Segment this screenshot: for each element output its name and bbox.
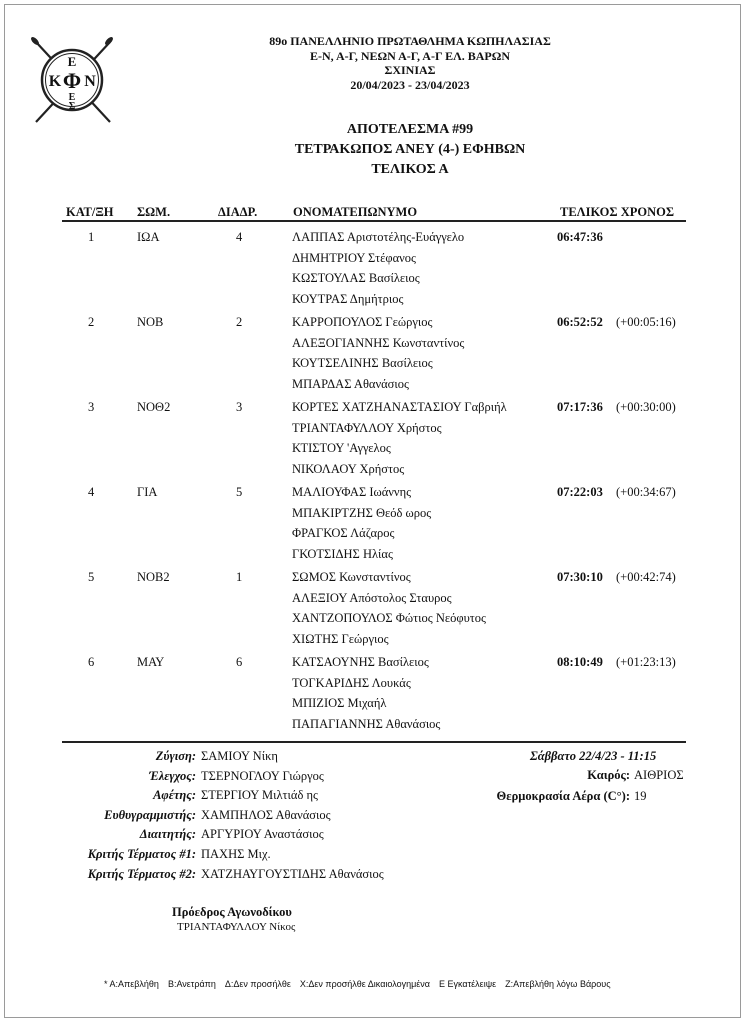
crew-member-name: ΣΩΜΟΣ Κωνσταντίνος <box>292 570 411 584</box>
row-lane: 1 <box>236 570 243 584</box>
crew-member-name: ΤΡΙΑΝΤΑΦΥΛΛΟΥ Χρήστος <box>292 420 442 435</box>
crew-member-name: ΜΠΑΡΔΑΣ Αθανάσιος <box>292 376 409 391</box>
legend-item: Ζ:Απεβλήθη λόγω Βάρους <box>505 979 611 989</box>
col-header-name: ΟΝΟΜΑΤΕΠΩΝΥΜΟ <box>293 205 418 219</box>
crew-member-name: ΔΗΜΗΤΡΙΟΥ Στέφανος <box>292 250 416 265</box>
president-name: ΤΡΙΑΝΤΑΦΥΛΛΟΥ Νίκος <box>177 921 296 933</box>
official-name: ΣΤΕΡΓΙΟΥ Μιλτιάδ ης <box>201 788 318 803</box>
crew-member-name: ΝΙΚΟΛΑΟΥ Χρήστος <box>292 461 405 476</box>
col-header-rank: ΚΑΤ/ΞΗ <box>66 205 114 219</box>
official-role-label: Έλεγχος: <box>149 768 196 783</box>
row-crew-names <box>292 227 464 309</box>
crew-member-name: ΠΑΠΑΓΙΑΝΝΗΣ Αθανάσιος <box>292 716 441 731</box>
row-time: 07:17:36 <box>557 400 603 414</box>
final-name: ΤΕΛΙΚΟΣ Α <box>371 162 449 177</box>
legend-item: * Α:Απεβλήθη <box>104 979 159 989</box>
weather-value: ΑΙΘΡΙΟΣ <box>634 768 684 782</box>
header-line-1: 89ο ΠΑΝΕΛΛΗΝΙΟ ΠΡΩΤΑΘΛΗΜΑ ΚΩΠΗΛΑΣΙΑΣ <box>269 34 551 48</box>
row-lane: 5 <box>236 485 243 499</box>
crew-member-name: ΓΚΟΤΣΙΔΗΣ Ηλίας <box>292 546 393 561</box>
logo-letter: Ν <box>84 73 96 90</box>
legend-item: Δ:Δεν προσήλθε <box>224 979 291 989</box>
row-club: ΙΩΑ <box>137 230 160 244</box>
row-lane: 3 <box>236 400 243 414</box>
crew-member-name: ΚΟΥΤΡΑΣ Δημήτριος <box>292 291 404 306</box>
crew-member-name: ΑΛΕΞΟΓΙΑΝΝΗΣ Κωνσταντίνος <box>292 335 465 350</box>
row-time-diff: (+00:30:00) <box>616 400 676 414</box>
legend-item: Β:Ανετράπη <box>167 979 216 989</box>
row-time-diff: (+00:05:16) <box>616 315 676 329</box>
header-line-2: Ε-Ν, Α-Γ, ΝΕΩΝ Α-Γ, Α-Γ ΕΛ. ΒΑΡΩΝ <box>309 48 511 63</box>
president-label: Πρόεδρος Αγωνοδίκου <box>172 905 292 919</box>
row-crew-names <box>292 312 464 394</box>
header-line-4: 20/04/2023 - 23/04/2023 <box>350 77 470 92</box>
crew-member-name: ΚΑΤΣΑΟΥΝΗΣ Βασίλειος <box>292 655 429 669</box>
row-time: 08:10:49 <box>557 655 603 669</box>
row-club: ΝΟΘ2 <box>137 400 171 414</box>
row-rank: 1 <box>88 230 95 244</box>
official-name: ΧΑΤΖΗΑΥΓΟΥΣΤΙΔΗΣ Αθανάσιος <box>201 866 384 881</box>
legend-item: Ε Εγκατέλειψε <box>439 979 497 989</box>
crew-member-name: ΚΟΡΤΕΣ ΧΑΤΖΗΑΝΑΣΤΑΣΙΟΥ Γαβριήλ <box>292 400 507 414</box>
crew-member-name: ΚΩΣΤΟΥΛΑΣ Βασίλειος <box>292 271 420 285</box>
footer-divider <box>62 741 686 743</box>
row-lane: 4 <box>236 230 243 244</box>
federation-logo <box>30 36 114 126</box>
row-time: 06:47:36 <box>557 230 603 244</box>
crew-member-name: ΧΙΩΤΗΣ Γεώργιος <box>292 631 389 646</box>
row-rank: 4 <box>88 485 95 499</box>
row-crew-names <box>292 482 431 564</box>
official-name: ΧΑΜΠΗΛΟΣ Αθανάσιος <box>201 807 331 822</box>
race-date: Σάββατο 22/4/23 - 11:15 <box>530 749 657 763</box>
row-crew-names <box>292 397 507 479</box>
row-time: 07:22:03 <box>557 485 603 499</box>
official-name: ΑΡΓΥΡΙΟΥ Αναστάσιος <box>201 827 324 842</box>
row-rank: 3 <box>88 400 95 414</box>
crew-member-name: ΛΑΠΠΑΣ Αριστοτέλης-Ευάγγελο <box>292 230 465 244</box>
row-crew-names <box>292 567 486 649</box>
logo-letter: Φ <box>62 68 82 93</box>
header-line-3: ΣΧΙΝΙΑΣ <box>384 63 436 77</box>
official-name: ΣΑΜΙΟΥ Νίκη <box>201 749 278 763</box>
logo-letter: Ε <box>68 92 76 103</box>
championship-header <box>200 34 620 92</box>
event-name: ΤΕΤΡΑΚΩΠΟΣ ΑΝΕΥ (4-) ΕΦΗΒΩΝ <box>294 142 526 157</box>
temperature-value: 19 <box>634 789 647 803</box>
col-header-lane: ΔΙΑΔΡ. <box>218 205 258 219</box>
crew-member-name: ΜΠΙΖΙΟΣ Μιχαήλ <box>292 696 387 710</box>
official-role-label: Ευθυγραμμιστής: <box>104 807 196 822</box>
official-role-label: Κριτής Τέρματος #2: <box>87 866 196 881</box>
row-club: ΝΟΒ <box>137 315 164 329</box>
col-header-club: ΣΩΜ. <box>137 205 171 219</box>
crew-member-name: ΑΛΕΞΙΟΥ Απόστολος Σταυρος <box>292 590 452 605</box>
official-name: ΤΣΕΡΝΟΓΛΟΥ Γιώργος <box>201 768 324 783</box>
row-rank: 6 <box>88 655 95 669</box>
crew-member-name: ΜΠΑΚΙΡΤΖΗΣ Θεόδ ωρος <box>292 505 432 520</box>
row-time-diff: (+00:42:74) <box>616 570 676 584</box>
row-time-diff: (+01:23:13) <box>616 655 676 669</box>
result-title <box>200 120 620 180</box>
crew-member-name: ΚΤΙΣΤΟΥ 'Αγγελος <box>292 441 391 455</box>
status-legend <box>104 979 620 989</box>
official-role-label: Ζύγιση: <box>155 749 196 763</box>
row-rank: 5 <box>88 570 95 584</box>
row-club: ΓΙΑ <box>137 485 158 499</box>
legend-item: Χ:Δεν προσήλθε Δικαιολογημένα <box>299 979 431 989</box>
row-lane: 2 <box>236 315 243 329</box>
row-time-diff: (+00:34:67) <box>616 485 676 499</box>
crew-member-name: ΦΡΑΓΚΟΣ Λάζαρος <box>292 526 395 540</box>
official-role-label: Αφέτης: <box>153 788 196 803</box>
crew-member-name: ΚΟΥΤΣΕΛΙΝΗΣ Βασίλειος <box>292 356 433 370</box>
logo-letter: Σ <box>68 101 76 112</box>
col-header-time: ΤΕΛΙΚΟΣ ΧΡΟΝΟΣ <box>560 205 675 219</box>
crew-member-name: ΧΑΝΤΖΟΠΟΥΛΟΣ Φώτιος Νεόφυτος <box>292 611 486 625</box>
logo-letter: Κ <box>48 73 62 90</box>
row-lane: 6 <box>236 655 243 669</box>
row-club: ΜΑΥ <box>137 655 165 669</box>
row-time: 07:30:10 <box>557 570 603 584</box>
logo-letter: Ε <box>67 54 77 69</box>
weather-label: Καιρός: <box>587 768 630 782</box>
official-name: ΠΑΧΗΣ Μιχ. <box>201 847 271 861</box>
official-role-label: Κριτής Τέρματος #1: <box>87 847 196 861</box>
crew-member-name: ΜΑΛΙΟΥΦΑΣ Ιωάννης <box>292 485 412 499</box>
row-club: ΝΟΒ2 <box>137 570 170 584</box>
row-crew-names <box>292 652 440 734</box>
crew-member-name: ΤΟΓΚΑΡΙΔΗΣ Λουκάς <box>292 675 411 690</box>
official-role-label: Διαιτητής: <box>139 827 196 842</box>
result-number: ΑΠΟΤΕΛΕΣΜΑ #99 <box>346 122 474 137</box>
row-time: 06:52:52 <box>557 315 603 329</box>
row-rank: 2 <box>88 315 95 329</box>
header-divider <box>62 220 686 222</box>
temperature-label: Θερμοκρασία Αέρα (C°): <box>496 789 630 803</box>
crew-member-name: ΚΑΡΡΟΠΟΥΛΟΣ Γεώργιος <box>292 315 433 329</box>
